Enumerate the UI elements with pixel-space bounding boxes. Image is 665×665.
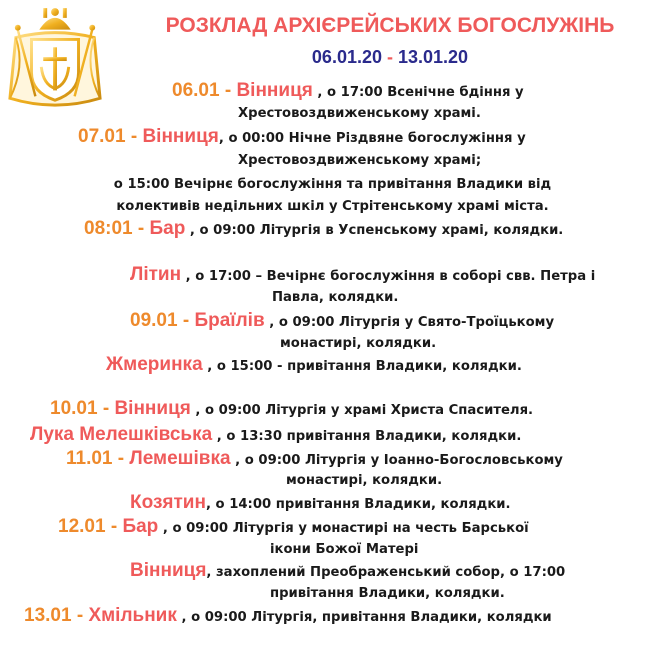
event-place: Вінниця (130, 560, 207, 581)
event-details: ікони Божої Матері (270, 542, 419, 557)
event-details: , о 09:00 Літургія у монастирі на честь Барської (158, 521, 529, 536)
date-separator: - (382, 47, 398, 67)
schedule-line (130, 562, 565, 582)
event-place: Бар (149, 218, 186, 239)
event-details: , о 09:00 Літургія у Іоанно-Богословському (230, 453, 563, 468)
event-details: , о 09:00 Літургія у храмі Христа Спасителя. (190, 403, 534, 418)
event-place: Вінниця (114, 398, 191, 419)
schedule-line (130, 494, 511, 514)
event-details: , о 00:00 Нічне Різдвяне богослужіння у (218, 131, 526, 146)
event-details: , о 17:00 Всенічне бдіння у (312, 85, 524, 100)
schedule-line (50, 400, 533, 420)
event-details: , о 09:00 Літургія у Свято-Троїцькому (264, 315, 555, 330)
schedule-line (84, 220, 563, 240)
schedule-line (172, 82, 524, 102)
event-place: Лемешівка (129, 448, 231, 469)
schedule-line (272, 289, 398, 307)
event-place: Вінниця (142, 126, 219, 147)
date-range (0, 47, 665, 68)
event-place: Вінниця (236, 80, 313, 101)
event-details: , о 15:00 - привітання Владики, колядки. (202, 359, 522, 374)
event-details: , о 09:00 Літургія в Успенському храмі, колядки. (185, 223, 564, 238)
event-place: Хмільник (88, 605, 177, 626)
event-place: Літин (130, 264, 182, 285)
schedule-line (0, 176, 665, 194)
schedule-line (238, 105, 481, 123)
event-details: , о 09:00 Літургія, привітання Владики, колядки (176, 610, 552, 625)
event-details: монастирі, колядки. (280, 336, 437, 351)
page-title: РОЗКЛАД АРХІЄРЕЙСЬКИХ БОГОСЛУЖІНЬ (165, 14, 615, 37)
schedule-line (58, 518, 529, 538)
event-place: Браїлів (194, 310, 265, 331)
event-details: Хрестовоздвиженському храмі; (238, 153, 482, 168)
event-place: Бар (122, 516, 159, 537)
schedule-line (238, 152, 481, 170)
event-details: колективів недільних шкіл у Стрітенському храмі міста. (116, 199, 549, 214)
event-details: , о 17:00 – Вечірнє богослужіння в соборі свв. Петра і (181, 269, 596, 284)
event-date: 12.01 - (58, 516, 123, 537)
event-details: , о 13:30 привітання Владики, колядки. (212, 429, 522, 444)
event-place: Жмеринка (106, 354, 203, 375)
event-date: 06.01 - (172, 80, 237, 101)
schedule-line (30, 426, 521, 446)
schedule-line (78, 128, 526, 148)
schedule-line (270, 585, 505, 603)
event-place: Лука Мелешківська (30, 424, 213, 445)
schedule-line (286, 472, 442, 490)
event-date: 09.01 - (130, 310, 195, 331)
event-details: , захоплений Преображенський собор, о 17:00 (206, 565, 566, 580)
event-place: Козятин (130, 492, 206, 513)
schedule-line (24, 607, 552, 627)
event-date: 13.01 - (24, 605, 89, 626)
schedule-line (0, 198, 665, 216)
schedule-line (130, 312, 554, 332)
event-details: о 15:00 Вечірнє богослужіння та привітання Владики від (113, 177, 552, 192)
schedule-line (130, 266, 595, 286)
event-date: 11.01 - (66, 448, 130, 469)
event-date: 10.01 - (50, 398, 115, 419)
event-date: 07.01 - (78, 126, 143, 147)
schedule-line (280, 335, 436, 353)
event-details: Хрестовоздвиженському храмі. (238, 106, 481, 121)
schedule-line (106, 356, 522, 376)
event-details: привітання Владики, колядки. (270, 586, 505, 601)
date-start: 06.01.20 (311, 47, 382, 67)
event-details: Павла, колядки. (272, 290, 399, 305)
event-date: 08:01 - (84, 218, 150, 239)
schedule-line (270, 541, 418, 559)
schedule-line (66, 450, 563, 470)
event-details: монастирі, колядки. (286, 473, 443, 488)
event-details: , о 14:00 привітання Владики, колядки. (205, 497, 511, 512)
date-end: 13.01.20 (398, 47, 469, 67)
